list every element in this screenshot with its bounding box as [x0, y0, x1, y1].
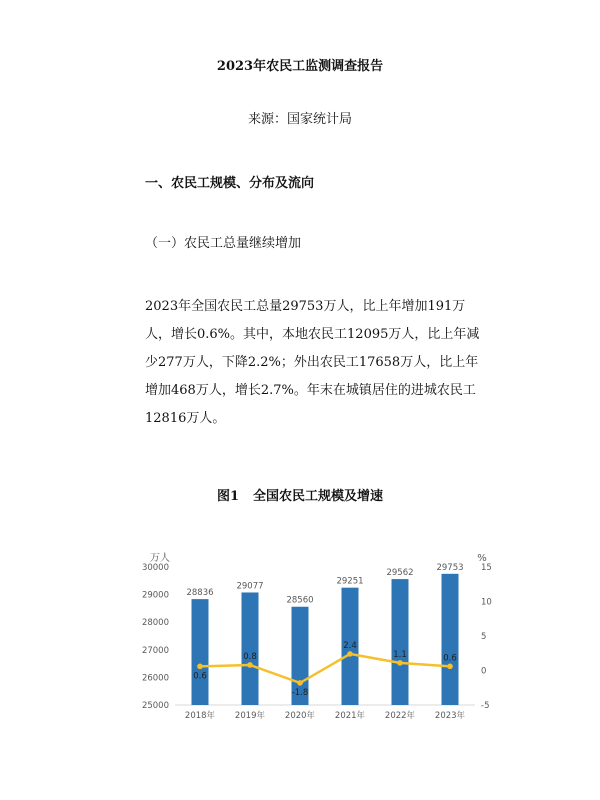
line-value-label: 0.6 [443, 653, 457, 664]
y-left-tick-label: 30000 [141, 563, 169, 573]
line-value-label: 1.1 [393, 649, 407, 660]
y-left-tick-label: 28000 [141, 618, 169, 629]
line-value-label: 0.6 [193, 671, 207, 682]
x-tick-label: 2023年 [434, 711, 466, 721]
migrant-worker-chart [0, 545, 600, 735]
source-line: 来源：国家统计局 [247, 112, 352, 127]
bar-value-label: 28836 [186, 588, 214, 599]
line-point [397, 660, 403, 666]
y-right-tick-label: 15 [481, 563, 492, 573]
plot-area [142, 563, 492, 721]
y-right-tick-label: 5 [481, 632, 487, 642]
bar-value-label: 29251 [336, 576, 364, 587]
line-point [247, 662, 253, 668]
y-left-tick-label: 27000 [141, 645, 169, 656]
x-tick-label: 2019年 [234, 711, 266, 721]
bar [242, 592, 259, 705]
bar-value-label: 29077 [236, 581, 264, 592]
line-point [347, 651, 353, 657]
y-left-unit-label: 万人 [150, 553, 170, 564]
line-point [447, 664, 453, 670]
line-point [297, 680, 303, 686]
document-title: 2023年农民工监测调查报告 [216, 59, 384, 74]
y-right-tick-label: 0 [481, 666, 487, 677]
y-right-tick-label: 10 [481, 597, 492, 608]
y-left-tick-label: 25000 [141, 701, 169, 711]
x-tick-label: 2022年 [384, 711, 416, 721]
bar-value-label: 28560 [286, 595, 314, 606]
line-value-label: -1.8 [291, 687, 309, 698]
x-tick-label: 2021年 [334, 711, 366, 721]
figure-title: 全国农民工规模及增速 [253, 489, 384, 504]
y-left-tick-label: 29000 [141, 590, 169, 601]
x-tick-label: 2018年 [184, 711, 216, 721]
line-value-label: 2.4 [343, 640, 357, 651]
body-paragraph: 2023年全国农民工总量29753万人，比上年增加191万人，增长0.6%。其中，本地农民工12095万人，比上年减少277万人，下降2.2%；外出农民工17658万人，比上年增加468万人，增长2.7%。年末在城镇居住的进城农民工12816万人。 [145, 299, 480, 426]
bar [192, 599, 209, 705]
figure-caption [0, 485, 600, 504]
bar-value-label: 29753 [436, 562, 464, 573]
figure-number: 图1 [216, 489, 240, 504]
y-right-unit-label: % [477, 553, 487, 564]
x-tick-label: 2020年 [284, 711, 316, 721]
bar-value-label: 29562 [386, 568, 414, 579]
bar [392, 579, 409, 705]
section-heading: 一、农民工规模、分布及流向 [145, 176, 315, 191]
y-right-tick-label: -5 [481, 701, 490, 711]
line-point [197, 664, 203, 670]
y-left-tick-label: 26000 [141, 673, 169, 684]
bar [442, 574, 459, 705]
line-value-label: 0.8 [243, 651, 257, 662]
subsection-heading: （一）农民工总量继续增加 [145, 236, 302, 251]
